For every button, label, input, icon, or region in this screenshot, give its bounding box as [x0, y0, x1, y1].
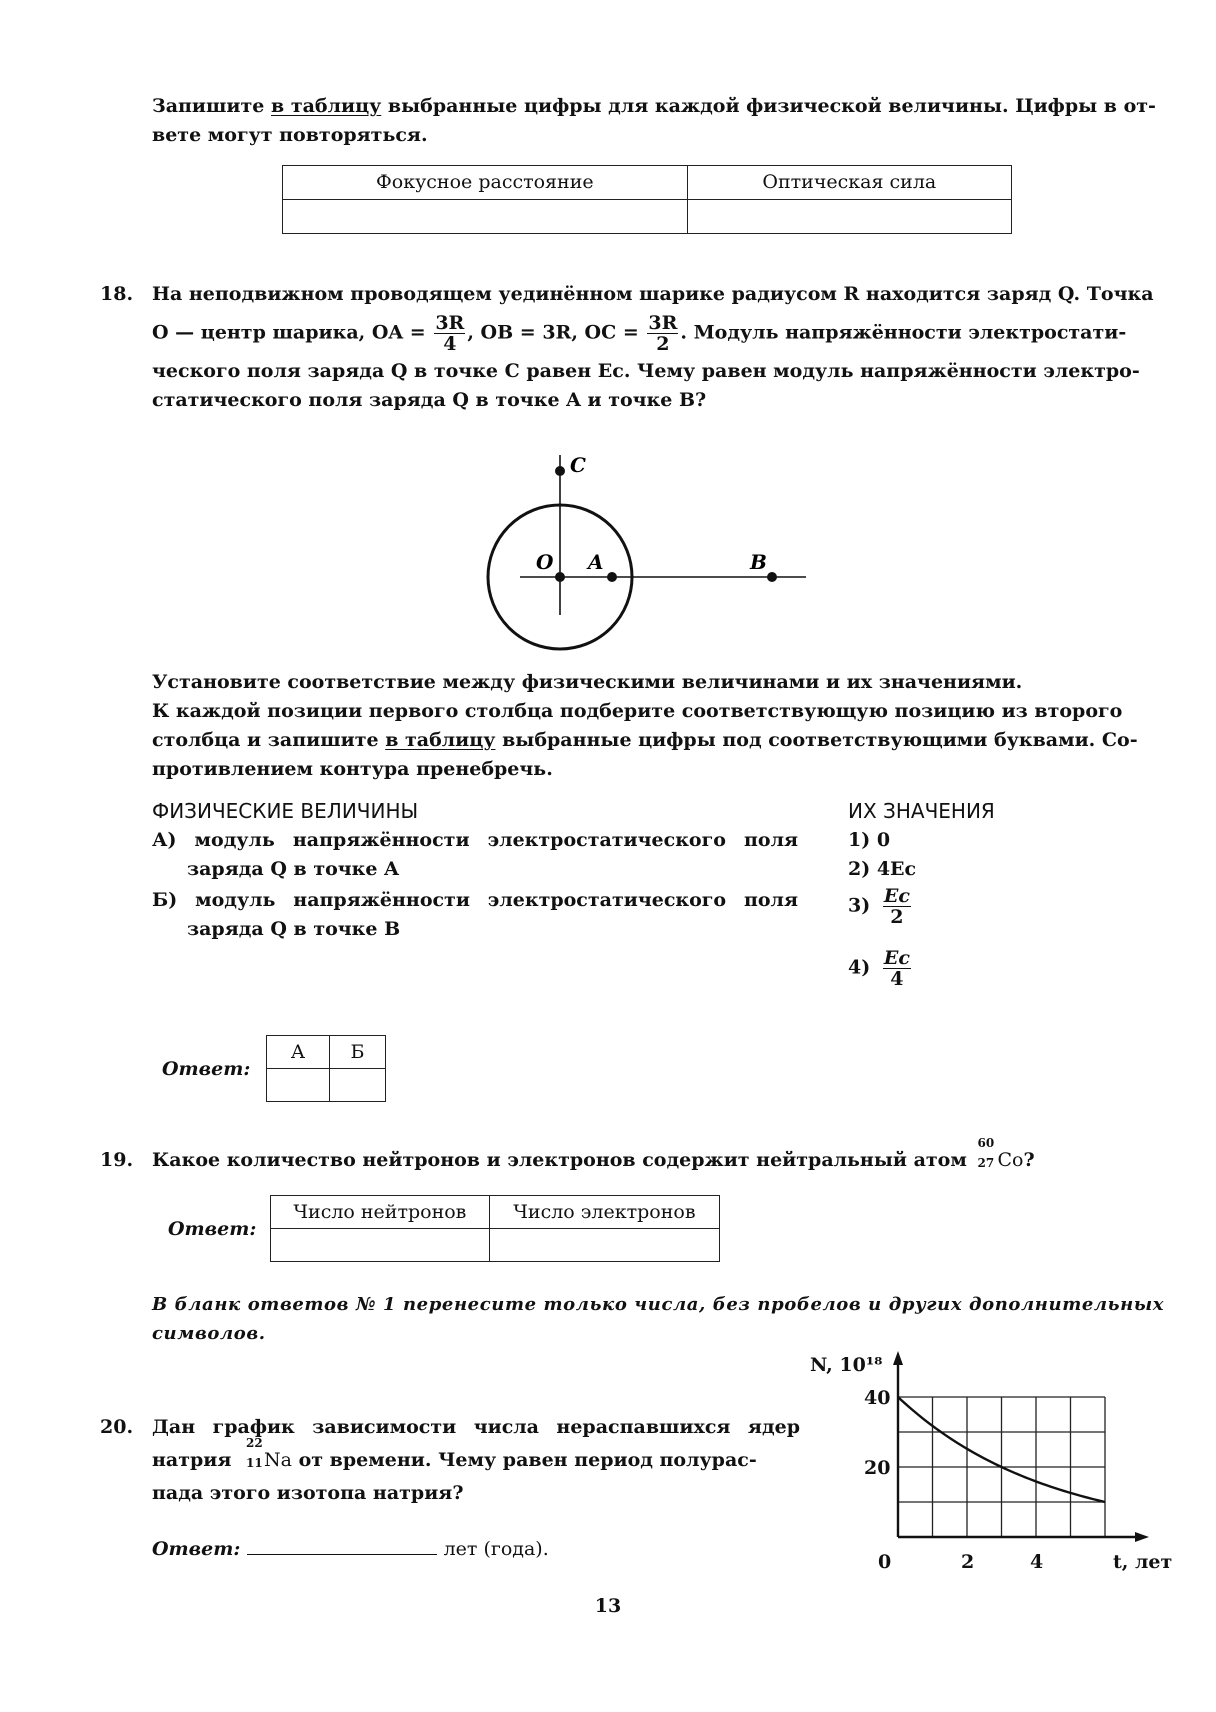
y-axis-label: N, 10¹⁸ — [810, 1354, 883, 1376]
x-axis-arrow — [1135, 1532, 1149, 1542]
value-3: 3) $\frac{Eс}{2}$ — [848, 885, 910, 928]
x-tick-label-4: 4 — [1030, 1551, 1044, 1573]
item-b: Б) модуль напряжённости электростатического поля заряда Q в точке B — [152, 889, 798, 940]
label-c: C — [570, 453, 586, 477]
q18-instructions: Установите соответствие между физическими величинами и их значениями. К каждой позиции первого столбца подберите соответствующую позицию из второго столбца и запишите в таблицу выбранные цифры под соответствующими буквами. Со- противлением контура пренебречь. — [152, 671, 1138, 780]
transfer-note: В бланк ответов № 1 перенесите только числа, без пробелов и других дополнительных символов. — [152, 1294, 1165, 1344]
value-2: 2) 4Eс — [848, 858, 917, 880]
q18-line1: На неподвижном проводящем уединённом шарике радиусом R находится заряд Q. Точка — [152, 283, 1154, 305]
top-instruction: Запишите в таблицу выбранные цифры для каждой физической величины. Цифры в от- вете могут повторяться. — [152, 95, 1156, 146]
decay-chart — [810, 1345, 1180, 1575]
point-o — [555, 572, 565, 582]
point-b — [767, 572, 777, 582]
label-b: B — [750, 550, 767, 574]
cell-focal-length[interactable] — [283, 200, 688, 234]
q20-answer-input[interactable] — [247, 1536, 437, 1555]
header-electrons: Число электронов — [489, 1196, 719, 1229]
q18-line3: ческого поля заряда Q в точке C равен Eс. Чему равен модуль напряжённости электро- — [152, 360, 1140, 382]
fraction-oa: $\frac{3R}{4}$ — [435, 312, 465, 355]
value-1: 1) 0 — [848, 829, 891, 851]
q20-number: 20. — [100, 1416, 134, 1438]
x-tick-label-0: 0 — [878, 1551, 892, 1573]
answer-cell-a[interactable] — [267, 1069, 330, 1102]
label-a: A — [588, 550, 604, 574]
q19-answer-label: Ответ: — [168, 1218, 257, 1240]
header-focal-length: Фокусное расстояние — [283, 166, 688, 200]
sphere-figure — [470, 445, 820, 660]
right-column-header: ИХ ЗНАЧЕНИЯ — [848, 799, 995, 823]
q19-answer-table — [270, 1195, 720, 1262]
value-4: 4) $\frac{Eс}{4}$ — [848, 947, 910, 990]
label-o: O — [536, 550, 554, 574]
isotope-co: 60 27 Co — [977, 1136, 1024, 1171]
top-answer-table — [282, 165, 1012, 234]
q20-text: Дан график зависимости числа нераспавшихся ядер натрия 22 11 Na от времени. Чему равен период полурас- пада этого изотопа натрия? — [152, 1416, 800, 1504]
q18-text — [152, 280, 1192, 415]
isotope-na: 22 11 Na — [246, 1436, 292, 1471]
cell-electrons[interactable] — [489, 1229, 719, 1262]
q18-line2: O — центр шарика, OA = $\frac{3R}{4}$ , OB = 3R, OC = $\frac{3R}{2}$ . Модуль напряжённости электростати- — [152, 312, 1127, 355]
header-neutrons: Число нейтронов — [271, 1196, 490, 1229]
q19-number: 19. — [100, 1149, 134, 1171]
y-tick-label-20: 20 — [864, 1457, 891, 1479]
fraction-oc: $\frac{3R}{2}$ — [648, 312, 678, 355]
page-number: 13 — [594, 1595, 622, 1617]
q18-number: 18. — [100, 283, 134, 305]
cell-neutrons[interactable] — [271, 1229, 490, 1262]
in-table-link: в таблицу — [271, 95, 382, 117]
y-tick-label-40: 40 — [864, 1387, 891, 1409]
point-c — [555, 466, 565, 476]
x-tick-label-2: 2 — [961, 1551, 975, 1573]
x-axis-label: t, лет — [1113, 1551, 1173, 1573]
answer-header-b: Б — [330, 1036, 386, 1069]
q19-text: Какое количество нейтронов и электронов содержит нейтральный атом 60 27 Co? — [152, 1146, 1035, 1175]
answer-header-a: А — [267, 1036, 330, 1069]
q18-answer-label: Ответ: — [162, 1058, 251, 1080]
point-a — [607, 572, 617, 582]
q20-answer: Ответ: лет (года). — [152, 1538, 549, 1560]
header-optical-power: Оптическая сила — [687, 166, 1011, 200]
answer-cell-b[interactable] — [330, 1069, 386, 1102]
cell-optical-power[interactable] — [687, 200, 1011, 234]
y-axis-arrow — [893, 1351, 903, 1365]
in-table-link-2: в таблицу — [385, 729, 496, 751]
q18-line4: статического поля заряда Q в точке A и точке B? — [152, 389, 707, 411]
q18-answer-table — [266, 1035, 386, 1102]
left-column-header: ФИЗИЧЕСКИЕ ВЕЛИЧИНЫ — [152, 799, 419, 823]
item-a: А) модуль напряжённости электростатического поля заряда Q в точке A — [152, 829, 798, 880]
